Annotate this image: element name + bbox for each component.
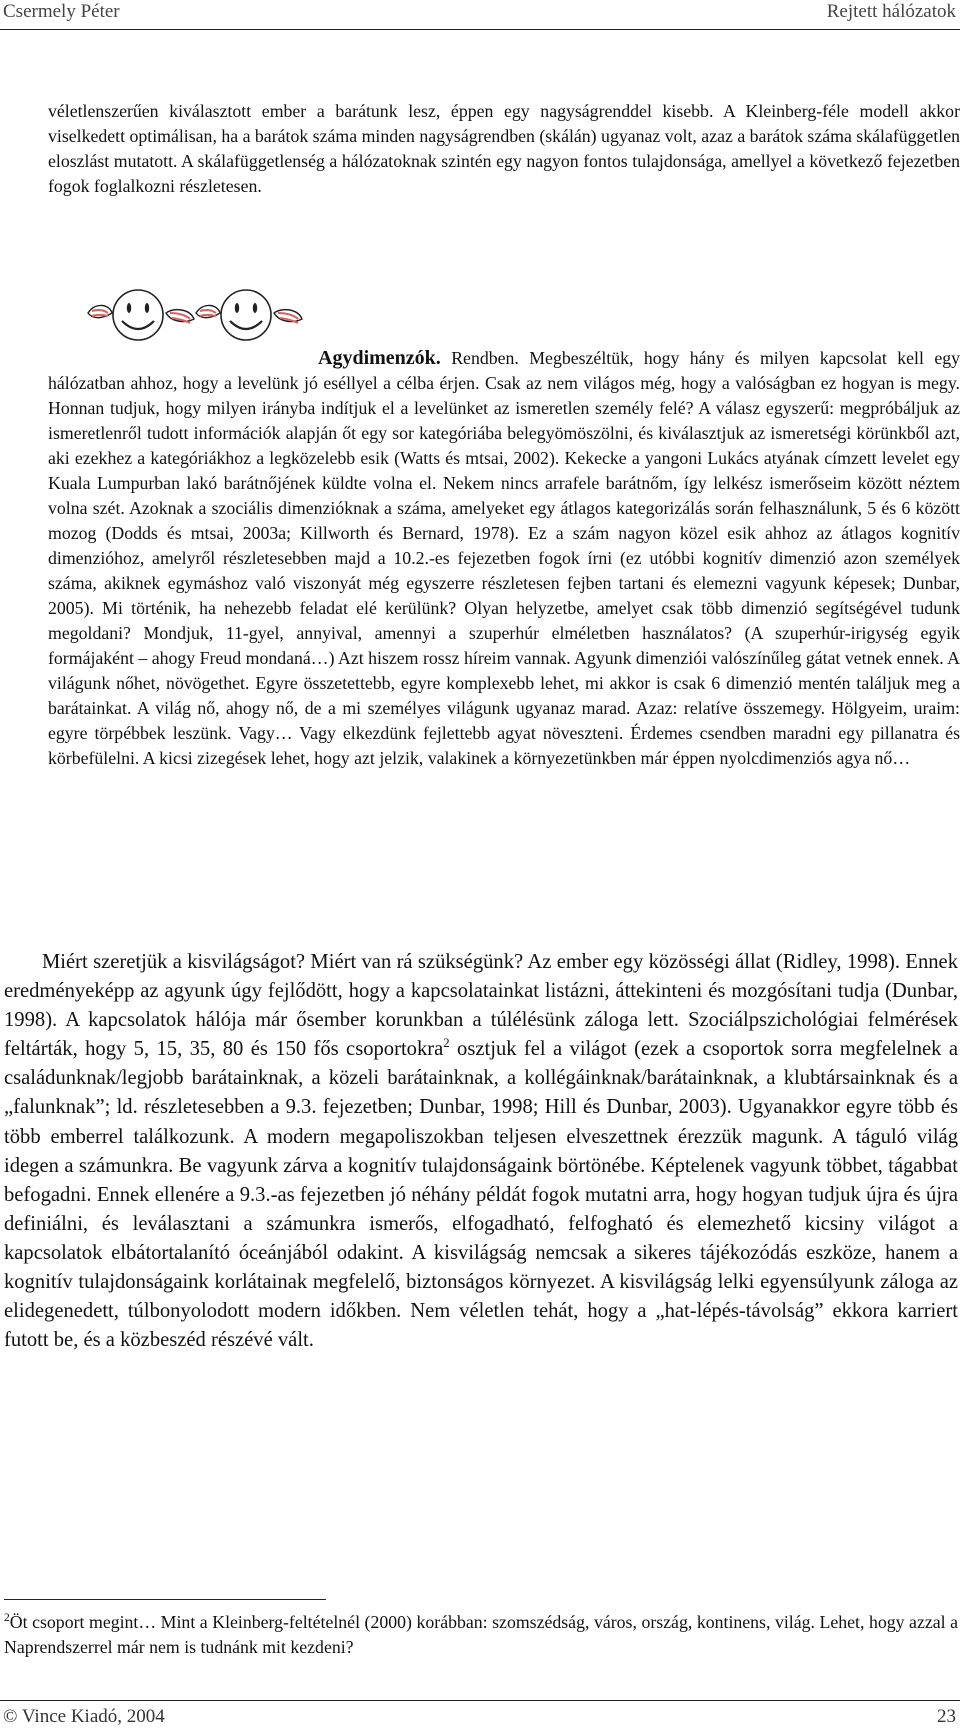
main-paragraph <box>4 948 958 1355</box>
main-paragraph-part-1: Miért szeretjük a kisvilágságot? Miért van rá szükségünk? Az ember egy közösségi állat (Ridley, 1998). Ennek eredményeképp az agyunk úgy fejlődött, hogy a kapcsolatainkat listázni, áttekinteni és mozgósítani tudja (Dunbar, 1998). A kapcsolatok hálója már ősember korunkban a túlélésünk záloga lett. Szociálpszichológiai felmérések feltárták, hogy 5, 15, 35, 80 és 150 fős csoportokra <box>4 951 958 1061</box>
main-body <box>4 948 958 1355</box>
box-paragraph-2-body: Rendben. Megbeszéltük, hogy hány és milyen kapcsolat kell egy hálózatban ahhoz, hogy a levelünk jó eséllyel a célba érjen. Csak az nem világos még, hogy a valóságban ez hogyan is megy. Honnan tudjuk, hogy milyen irányba indítjuk el a levelünket az ismeretlen személy felé? A válasz egyszerű: megpróbáljuk az ismeretlenről tudott információk alapján őt egy sor kategóriába belegyömöszölni, és kiválasztjuk az ismeretségi körünkből azt, aki ezekhez a kategóriákhoz a legközelebb esik (Watts és mtsai, 2002). Kekecke a yangoni Lukács atyának címzett levelet egy Kuala Lumpurban lakó barátnőjének küldte volna el. Nekem nincs arrafele barátnőm, így lelkész ismerőseim között néztem volna szét. Azoknak a szociális dimenzióknak a száma, amelyeket egy átlagos kategorizálás során felhasználunk, 5 és 6 között mozog (Dodds és mtsai, 2003a; Killworth és Bernard, 1978). Ez a szám nagyon közel esik ahhoz az átlagos kognitív dimenzióhoz, amelyről részletesebben majd a 10.2.-es fejezetben fogok írni (ez utóbbi kognitív dimenzió azon személyek száma, akiknek egymáshoz való viszonyát még egyszerre részletesen fejben tartani és elemezni vagyunk képesek; Dunbar, 2005). Mi történik, ha nehezebb feladat elé kerülünk? Olyan helyzetbe, amelyet csak több dimenzió segítségével tudunk megoldani? Mondjuk, 11-gyel, annyival, amennyi a szuperhúr elméletben használatos? (A szuperhúr-irigység egyik formájaként – ahogy Freud mondaná…) Azt hiszem rossz híreim vannak. Agyunk dimenziói valószínűleg gátat vetnek ennek. A világunk nőhet, növögethet. Egyre összetettebb, egyre komplexebb lehet, mi akkor is csak 6 dimenzió mentén találjuk meg a barátainkat. A világ nő, ahogy nő, de a mi személyes világunk ugyanaz marad. Azaz: relatíve összemegy. Hölgyeim, uraim: egyre törpébbek leszünk. Vagy… Vagy elkezdünk fejlettebb agyat növeszteni. Érdemes csendben maradni egy pillanatra és körbefülelni. A kicsi zizegések lehet, hogy azt jelzik, valakinek a környezetünkben már éppen nyolcdimenziós agya nő… <box>48 348 960 768</box>
footnote-paragraph <box>4 1610 958 1660</box>
page-number: 23 <box>937 1706 956 1727</box>
main-paragraph-part-2: osztjuk fel a világot (ezek a csoportok sorra megfelelnek a családunknak/legjobb barátainknak, a közeli barátainknak, a kollégáinknak/barátainknak, a klubtársainknak és a „falunknak”; ld. részletesebben a 9.3. fejezetben; Dunbar, 1998; Hill és Dunbar, 2003). Ugyanakkor egyre több és több emberrel találkozunk. A modern megapoliszokban teljesen elveszettnek érezzük magunk. A táguló világ idegen a számunkra. Be vagyunk zárva a kognitív tulajdonságaink börtönébe. Képtelenek vagyunk többet, tágabbat befogadni. Ennek ellenére a 9.3.-as fejezetben jó néhány példát fogok mutatni arra, hogy hogyan tudjuk újra és újra definiálni, és leválasztani a számunkra ismerős, elfogadható, felfogható és elemezhető kicsiny világot a kapcsolatok elbátortalanító óceánjából odakint. A kisvilágság nemcsak a sikeres tájékozódás eszköze, hanem a kognitív tulajdonságaink korlátainak megfelelő, biztonságos környezet. A kisvilágság lelki egyensúlyunk záloga az elidegenedett, túlbonyolodott modern időkben. Nem véletlen tehát, hogy a „hat-lépés-távolság” ekkora karriert futott be, és a közbeszéd részévé vált. <box>4 1038 958 1352</box>
footnote-mark: 2 <box>4 1611 10 1625</box>
smiley-face-left-icon <box>88 290 194 340</box>
footnote <box>4 1610 958 1660</box>
running-footer <box>0 1700 960 1734</box>
box-heading: Agydimenzók. <box>318 347 441 369</box>
box-text-continued <box>48 99 960 199</box>
footnote-reference[interactable]: 2 <box>443 1036 450 1051</box>
box-agydimenzok <box>48 346 960 771</box>
header-author: Csermely Péter <box>3 1 120 22</box>
footnote-text: Öt csoport megint… Mint a Kleinberg-feltételnél (2000) korábban: szomszédság, város, ország, kontinens, világ. Lehet, hogy azzal a Naprendszerrel már nem is tudnánk mit kezdeni? <box>4 1612 958 1657</box>
header-book-title: Rejtett hálózatok <box>826 1 956 22</box>
header-rule <box>0 29 960 30</box>
running-header <box>0 0 960 30</box>
box-paragraph-1: véletlenszerűen kiválasztott ember a barátunk lesz, éppen egy nagyságrenddel kisebb. A Kleinberg-féle modell akkor viselkedett optimálisan, ha a barátok száma minden nagyságrendben (skálán) ugyanaz volt, azaz a barátok száma skálafüggetlen eloszlást mutatott. A skálafüggetlenség a hálózatoknak szintén egy nagyon fontos tulajdonsága, amellyel a következő fejezetben fogok foglalkozni részletesen. <box>48 101 960 196</box>
footer-publisher: © Vince Kiadó, 2004 <box>3 1706 165 1727</box>
smiley-faces-icon <box>86 283 316 351</box>
footnote-rule <box>4 1599 326 1600</box>
footer-rule <box>0 1700 960 1701</box>
box-paragraph-2 <box>48 346 960 771</box>
smiley-face-right-icon <box>196 290 302 340</box>
